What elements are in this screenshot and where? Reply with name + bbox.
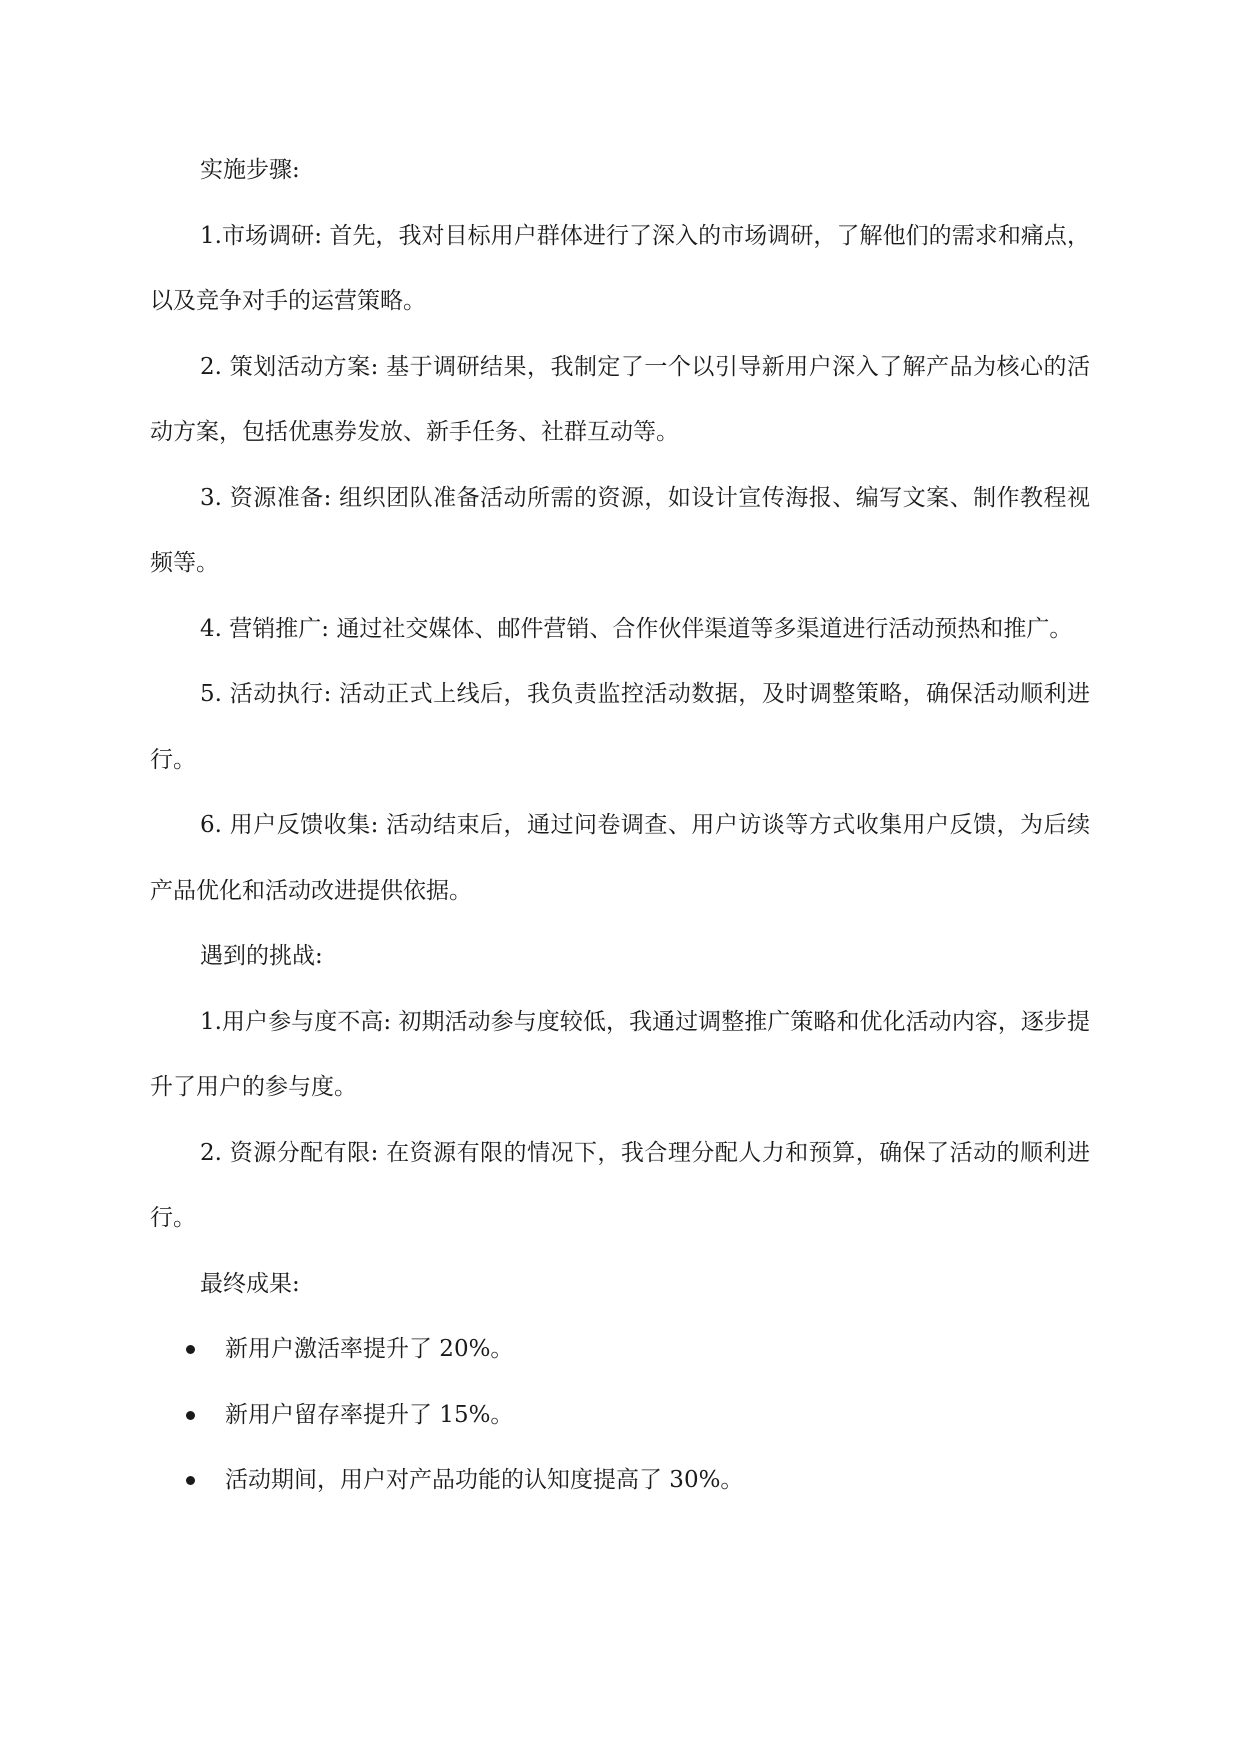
step-paragraph: 2. 策划活动方案: 基于调研结果，我制定了一个以引导新用户深入了解产品为核心的活动方案，包括优惠券发放、新手任务、社群互动等。 xyxy=(150,353,1090,445)
step-paragraph: 4. 营销推广: 通过社交媒体、邮件营销、合作伙伴渠道等多渠道进行活动预热和推广。 xyxy=(200,615,1073,642)
results-heading: 最终成果: xyxy=(200,1270,300,1297)
results-list xyxy=(150,1317,1090,1514)
challenge-paragraph: 1.用户参与度不高: 初期活动参与度较低，我通过调整推广策略和优化活动内容，逐步提升了用户的参与度。 xyxy=(150,1008,1090,1100)
results-list-item xyxy=(150,1317,1090,1383)
results-list-item xyxy=(150,1448,1090,1514)
bullet-icon xyxy=(186,1476,195,1485)
bullet-icon xyxy=(186,1411,195,1420)
step-paragraph: 1.市场调研: 首先，我对目标用户群体进行了深入的市场调研，了解他们的需求和痛点，以及竞争对手的运营策略。 xyxy=(150,222,1090,314)
result-text: 新用户激活率提升了 20%。 xyxy=(225,1336,514,1362)
bullet-icon xyxy=(186,1345,195,1354)
challenges-heading: 遇到的挑战: xyxy=(200,943,323,969)
step-paragraph: 5. 活动执行: 活动正式上线后，我负责监控活动数据，及时调整策略，确保活动顺利进行。 xyxy=(150,681,1090,773)
results-list-item xyxy=(150,1383,1090,1449)
document-body xyxy=(150,138,1090,1514)
step-paragraph: 3. 资源准备: 组织团队准备活动所需的资源，如设计宣传海报、编写文案、制作教程视频等。 xyxy=(150,484,1090,576)
challenge-paragraph: 2. 资源分配有限: 在资源有限的情况下，我合理分配人力和预算，确保了活动的顺利进行。 xyxy=(150,1139,1090,1231)
steps-heading: 实施步骤: xyxy=(200,157,300,183)
step-paragraph: 6. 用户反馈收集: 活动结束后，通过问卷调查、用户访谈等方式收集用户反馈，为后续产品优化和活动改进提供依据。 xyxy=(150,812,1090,904)
result-text: 新用户留存率提升了 15%。 xyxy=(225,1401,514,1428)
result-text: 活动期间，用户对产品功能的认知度提高了 30%。 xyxy=(225,1467,744,1493)
